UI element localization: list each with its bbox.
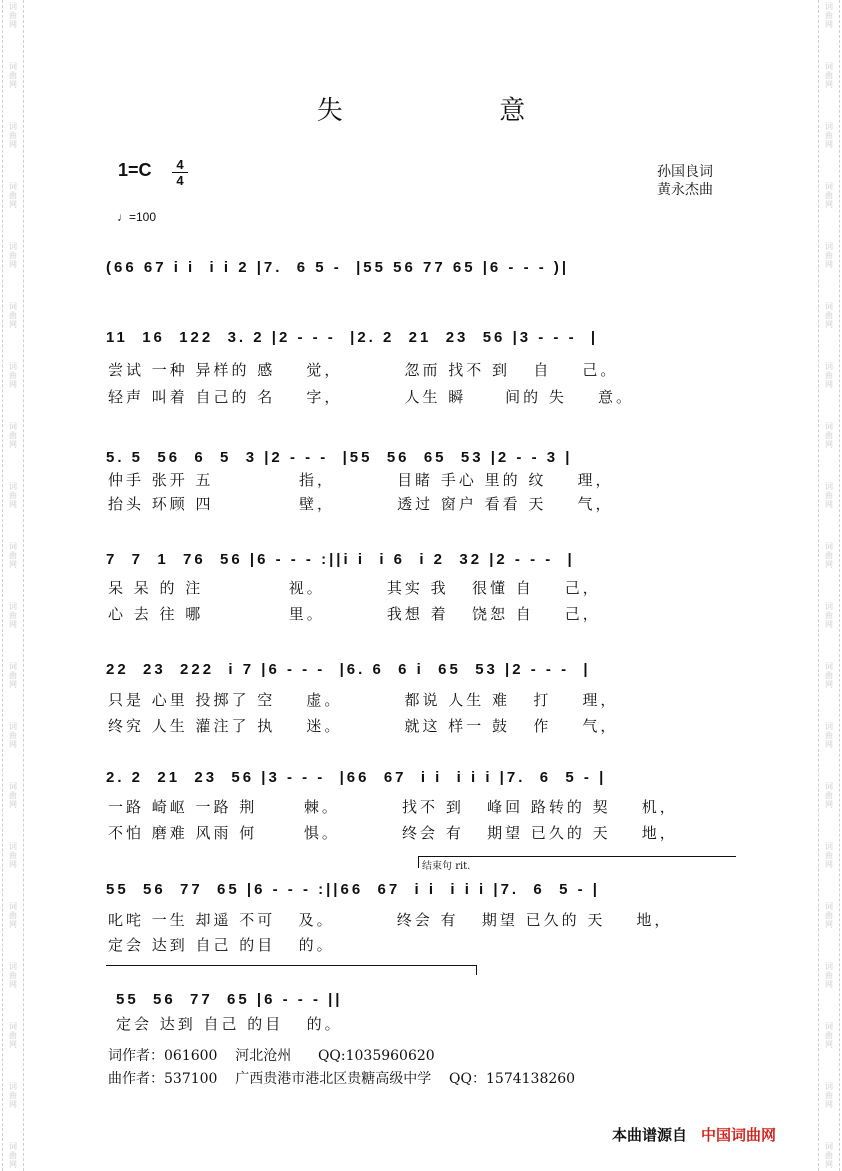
lyrics-line-4b: 心 去 往 哪 里。 我想 着 饶恕 自 己， bbox=[108, 605, 601, 623]
watermark-text: 词 曲 网 bbox=[825, 782, 833, 809]
watermark-text: 词 曲 网 bbox=[9, 482, 17, 509]
source-attribution bbox=[612, 1124, 776, 1145]
score-line-8: 55 56 77 65 |6 - - - || bbox=[116, 991, 343, 1008]
lyrics-line-7a: 叱咤 一生 却遥 不可 及。 终会 有 期望 已久的 天 地， bbox=[108, 911, 673, 929]
watermark-text: 词 曲 网 bbox=[825, 242, 833, 269]
lyrics-line-4a: 呆 呆 的 注 视。 其实 我 很懂 自 己， bbox=[108, 579, 601, 597]
watermark-text: 词 曲 网 bbox=[825, 1142, 833, 1169]
ending-label: 结束句 rit. bbox=[422, 861, 471, 872]
score-line-6: 2. 2 21 23 56 |3 - - - |66 67 i i i i i |7. 6 5 - | bbox=[106, 769, 607, 786]
watermark-text: 词 曲 网 bbox=[9, 362, 17, 389]
credits bbox=[657, 163, 713, 199]
rit-marking: rit. bbox=[455, 861, 471, 872]
title-char-2: 意 bbox=[499, 96, 526, 126]
lyrics-line-8: 定会 达到 自己 的目 的。 bbox=[116, 1015, 343, 1033]
lyrics-line-2b: 轻声 叫着 自己的 名 字， 人生 瞬 间的 失 意。 bbox=[108, 388, 634, 406]
watermark-text: 词 曲 网 bbox=[825, 62, 833, 89]
watermark-text: 词 曲 网 bbox=[825, 1082, 833, 1109]
key-signature: 1=C bbox=[118, 160, 152, 180]
watermark-text: 词 曲 网 bbox=[9, 602, 17, 629]
lyrics-line-6b: 不怕 磨难 风雨 何 惧。 终会 有 期望 已久的 天 地， bbox=[108, 824, 678, 842]
source-brand-link[interactable]: 中国词曲网 bbox=[701, 1126, 777, 1144]
lyrics-line-5a: 只是 心里 投掷了 空 虚。 都说 人生 难 打 理， bbox=[108, 691, 619, 709]
watermark-text: 词 曲 网 bbox=[825, 422, 833, 449]
watermark-text: 词 曲 网 bbox=[9, 62, 17, 89]
watermark-text: 词 曲 网 bbox=[9, 182, 17, 209]
watermark-text: 词 曲 网 bbox=[9, 422, 17, 449]
watermark-text: 词 曲 网 bbox=[825, 962, 833, 989]
watermark-text: 词 曲 网 bbox=[9, 1022, 17, 1049]
lyricist-info: 词作者：061600 河北沧州 QQ:1035960620 bbox=[108, 1048, 435, 1064]
score-line-5: 22 23 222 i 7 |6 - - - |6. 6 6 i 65 53 |2 - - - | bbox=[106, 661, 591, 678]
lyrics-line-6a: 一路 崎岖 一路 荆 棘。 找不 到 峰回 路转的 契 机， bbox=[108, 798, 678, 816]
watermark-text: 词 曲 网 bbox=[825, 122, 833, 149]
watermark-text: 词 曲 网 bbox=[9, 242, 17, 269]
composer-info: 曲作者：537100 广西贵港市港北区贵糖高级中学 QQ：1574138260 bbox=[108, 1071, 576, 1087]
watermark-text: 词 曲 网 bbox=[825, 182, 833, 209]
lyricist-credit: 孙国良词 bbox=[657, 164, 713, 180]
score-line-3: 5. 5 56 6 5 3 |2 - - - |55 56 65 53 |2 - - 3 | bbox=[106, 449, 573, 466]
watermark-text: 词 曲 网 bbox=[9, 662, 17, 689]
lyrics-line-3a: 仲手 张开 五 指， 目睹 手心 里的 纹 理， bbox=[108, 471, 614, 489]
left-watermark-strip bbox=[2, 0, 24, 1171]
watermark-text: 词 曲 网 bbox=[9, 782, 17, 809]
lyrics-line-3b: 抬头 环顾 四 壁， 透过 窗户 看看 天 气， bbox=[108, 495, 614, 513]
watermark-text: 词 曲 网 bbox=[825, 602, 833, 629]
song-title bbox=[0, 90, 842, 127]
watermark-text: 词 曲 网 bbox=[9, 962, 17, 989]
score-line-2: 11 16 122 3. 2 |2 - - - |2. 2 21 23 56 |3 - - - | bbox=[106, 329, 599, 346]
watermark-text: 词 曲 网 bbox=[825, 362, 833, 389]
title-char-1: 失 bbox=[316, 96, 343, 126]
watermark-text: 词 曲 网 bbox=[825, 1022, 833, 1049]
ending-bracket-left bbox=[418, 856, 419, 868]
watermark-text: 词 曲 网 bbox=[825, 2, 833, 29]
score-line-7: 55 56 77 65 |6 - - - :||66 67 i i i i i |7. 6 5 - | bbox=[106, 881, 600, 898]
lyrics-line-2a: 尝试 一种 异样的 感 觉， 忽而 找不 到 自 己。 bbox=[108, 361, 619, 379]
watermark-text: 词 曲 网 bbox=[9, 122, 17, 149]
watermark-text: 词 曲 网 bbox=[825, 662, 833, 689]
coda-bracket-right bbox=[476, 965, 477, 975]
watermark-text: 词 曲 网 bbox=[9, 542, 17, 569]
source-label: 本曲谱源自 bbox=[612, 1126, 688, 1144]
watermark-text: 词 曲 网 bbox=[825, 302, 833, 329]
watermark-text: 词 曲 网 bbox=[9, 1082, 17, 1109]
watermark-text: 词 曲 网 bbox=[9, 302, 17, 329]
tempo-marking: ♩=100 bbox=[117, 210, 157, 224]
time-signature: 4 4 bbox=[172, 158, 188, 187]
score-line-1: (66 67 i i i i 2 |7. 6 5 - |55 56 77 65 |6 - - - )| bbox=[106, 259, 570, 276]
watermark-text: 词 曲 网 bbox=[825, 482, 833, 509]
watermark-text: 词 曲 网 bbox=[9, 2, 17, 29]
watermark-text: 词 曲 网 bbox=[825, 722, 833, 749]
lyrics-line-5b: 终究 人生 灌注了 执 迷。 就这 样一 鼓 作 气， bbox=[108, 717, 619, 735]
watermark-text: 词 曲 网 bbox=[9, 1142, 17, 1169]
watermark-text: 词 曲 网 bbox=[825, 542, 833, 569]
watermark-text: 词 曲 网 bbox=[825, 842, 833, 869]
watermark-text: 词 曲 网 bbox=[9, 902, 17, 929]
watermark-text: 词 曲 网 bbox=[9, 722, 17, 749]
watermark-text: 词 曲 网 bbox=[9, 842, 17, 869]
composer-credit: 黄永杰曲 bbox=[657, 182, 713, 198]
coda-bracket bbox=[106, 965, 476, 966]
right-watermark-strip bbox=[818, 0, 840, 1171]
score-line-4: 7 7 1 76 56 |6 - - - :||i i i 6 i 2 32 |2 - - - | bbox=[106, 551, 575, 568]
watermark-text: 词 曲 网 bbox=[825, 902, 833, 929]
lyrics-line-7b: 定会 达到 自己 的目 的。 bbox=[108, 936, 335, 954]
